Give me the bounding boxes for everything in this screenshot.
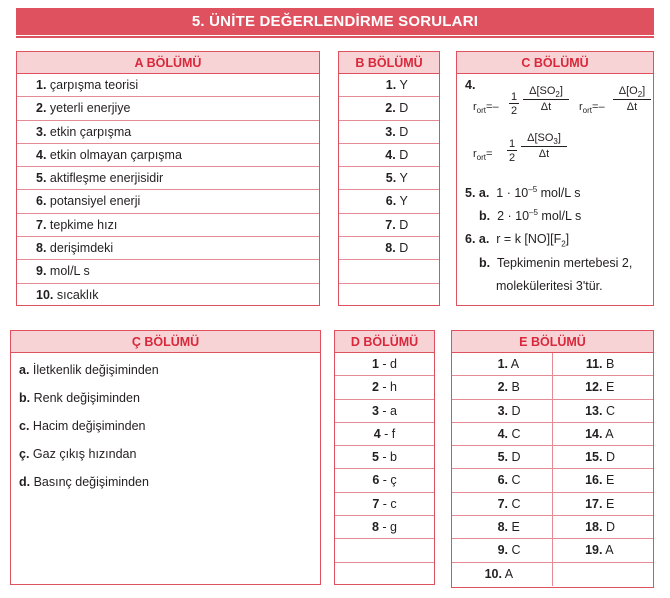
question-number: 4. (465, 78, 476, 92)
section-cc-list (11, 353, 320, 496)
section-d (334, 330, 435, 585)
list-item: 6. Y (339, 190, 439, 213)
list-item-empty (339, 260, 439, 283)
section-d-list (335, 353, 434, 586)
fraction-o2: $\frac{\Delta[O_2]}{\Delta t}$ (613, 85, 651, 113)
fraction-so3: $\frac{\Delta[SO_3]}{\Delta t}$ (521, 132, 567, 160)
list-item-empty (335, 563, 434, 586)
table-row: 10. A (452, 563, 653, 586)
table-row: 7. C 17. E (452, 493, 653, 516)
list-item: 3 - a (335, 400, 434, 423)
fraction-so2: $\frac{\Delta[SO_2]}{\Delta t}$ (523, 85, 569, 113)
section-c (456, 51, 654, 306)
list-item: 8. D (339, 237, 439, 260)
list-item-empty (339, 284, 439, 307)
list-item: 8 - g (335, 516, 434, 539)
list-item: 8. derişimdeki (17, 237, 319, 260)
rate-symbol: $r_{ort}=$ (473, 148, 493, 163)
fraction-half: $\frac{1}{2}$ (510, 91, 518, 117)
section-e-table (452, 353, 653, 586)
table-row: 8. E 18. D (452, 516, 653, 539)
section-c-header: C BÖLÜMÜ (457, 52, 653, 74)
list-item: 1. çarpışma teorisi (17, 74, 319, 97)
list-item: 7. tepkime hızı (17, 214, 319, 237)
list-item: 1. Y (339, 74, 439, 97)
answer-6a: 6. a. r = k $[NO][F_2]$ (465, 232, 570, 249)
list-item: 4 - f (335, 423, 434, 446)
answer-5b: b. $2 \cdot 10^{-5}$ mol/L s (479, 208, 582, 224)
section-a-list (17, 74, 319, 307)
list-item: d. Basınç değişiminden (19, 475, 149, 489)
section-cc (10, 330, 321, 585)
list-item: 5. aktifleşme enerjisidir (17, 167, 319, 190)
list-item: 5. Y (339, 167, 439, 190)
answer-6b: b. Tepkimenin mertebesi 2, (479, 256, 633, 270)
list-item: 3. D (339, 121, 439, 144)
title-banner (16, 8, 654, 35)
list-item: 2 - h (335, 376, 434, 399)
section-b-header: B BÖLÜMÜ (339, 52, 439, 74)
section-a (16, 51, 320, 306)
rate-symbol: $r_{ort}=-$ (579, 101, 605, 116)
section-a-header: A BÖLÜMÜ (17, 52, 319, 74)
list-item: a. İletkenlik değişiminden (19, 363, 159, 377)
list-item: 5 - b (335, 446, 434, 469)
list-item: 6 - ç (335, 469, 434, 492)
list-item: 4. D (339, 144, 439, 167)
list-item: 7. D (339, 214, 439, 237)
section-cc-header: Ç BÖLÜMÜ (11, 331, 320, 353)
section-b (338, 51, 440, 306)
section-d-header: D BÖLÜMÜ (335, 331, 434, 353)
list-item: 2. D (339, 97, 439, 120)
list-item: 1 - d (335, 353, 434, 376)
page-title: 5. ÜNİTE DEĞERLENDİRME SORULARI (191, 13, 479, 30)
list-item: ç. Gaz çıkış hızından (19, 447, 137, 461)
list-item-empty (335, 539, 434, 562)
list-item: 4. etkin olmayan çarpışma (17, 144, 319, 167)
list-item: b. Renk değişiminden (19, 391, 140, 405)
rate-symbol: $r_{ort}=-$ (473, 101, 499, 116)
section-c-body (457, 74, 653, 308)
list-item: 7 - c (335, 493, 434, 516)
list-item: 3. etkin çarpışma (17, 121, 319, 144)
section-e-header: E BÖLÜMÜ (452, 331, 653, 353)
fraction-half: $\frac{1}{2}$ (508, 138, 516, 164)
table-row: 1. A 11. B (452, 353, 653, 376)
section-b-list (339, 74, 439, 307)
list-item: c. Hacim değişiminden (19, 419, 146, 433)
list-item: 2. yeterli enerjiye (17, 97, 319, 120)
list-item: 10. sıcaklık (36, 287, 99, 302)
section-e (451, 330, 654, 588)
answer-6b-cont: moleküleritesi 3'tür. (496, 279, 603, 293)
list-item: 9. mol/L s (17, 260, 319, 283)
table-row: 6. C 16. E (452, 469, 653, 492)
table-row: 2. B 12. E (452, 376, 653, 399)
table-row: 4. C 14. A (452, 423, 653, 446)
answer-5a: 5. a. $1 \cdot 10^{-5}$ mol/L s (465, 185, 581, 201)
table-row: 5. D 15. D (452, 446, 653, 469)
list-item: 6. potansiyel enerji (17, 190, 319, 213)
table-row: 3. D 13. C (452, 400, 653, 423)
table-row: 9. C 19. A (452, 539, 653, 562)
